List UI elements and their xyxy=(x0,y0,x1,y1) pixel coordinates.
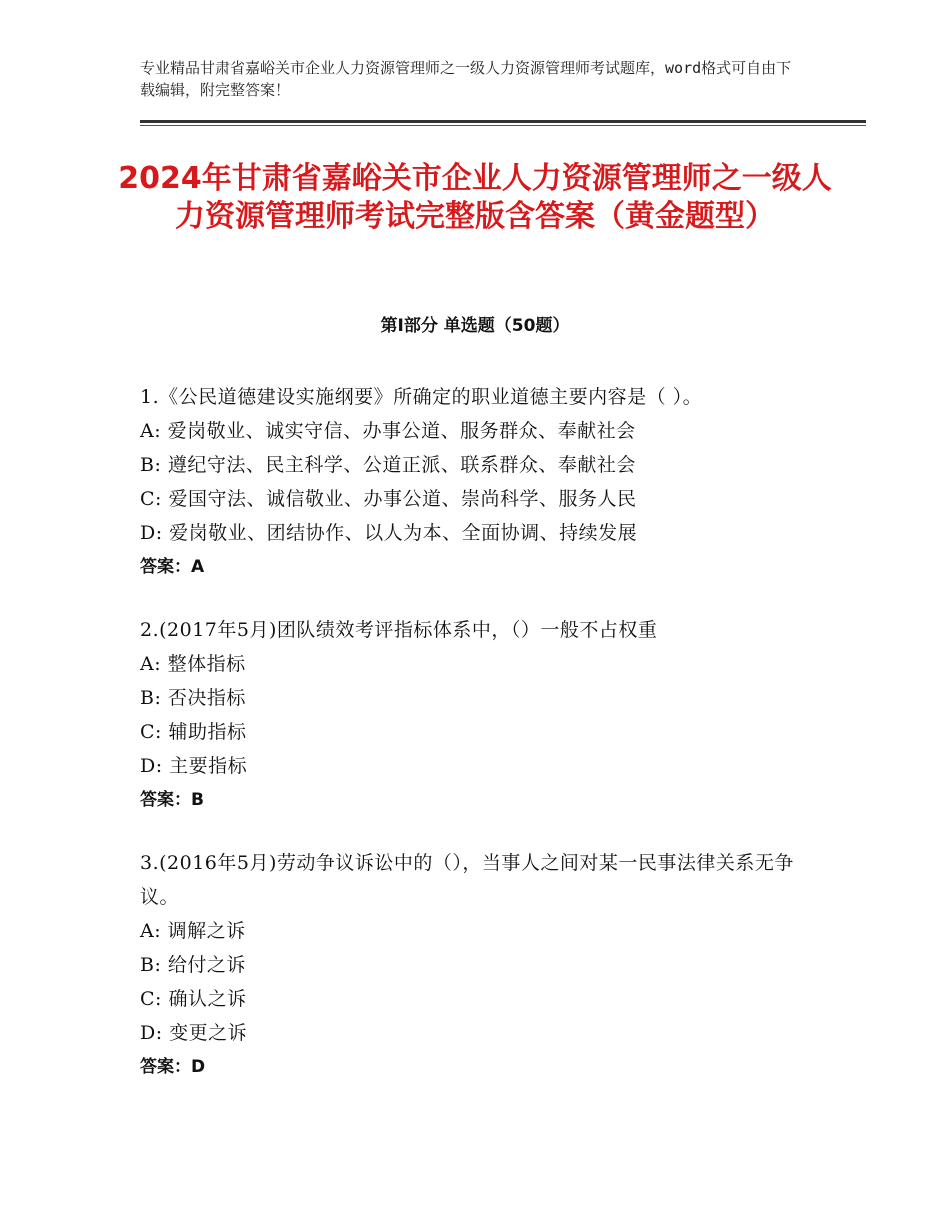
option-c: C: 确认之诉 xyxy=(140,988,247,1010)
answer: 答案：B xyxy=(140,790,204,810)
question-stem: 3.(2016年5月)劳动争议诉讼中的（），当事人之间对某一民事法律关系无争议。 xyxy=(140,852,794,908)
question-stem: 1.《公民道德建设实施纲要》所确定的职业道德主要内容是（ ）。 xyxy=(140,386,703,408)
question-1 xyxy=(140,380,820,584)
option-a: A: 整体指标 xyxy=(140,653,246,675)
question-list xyxy=(140,380,820,1113)
document-title: 2024年甘肃省嘉峪关市企业人力资源管理师之一级人力资源管理师考试完整版含答案（黄金题型） xyxy=(118,161,832,234)
answer: 答案：D xyxy=(140,1057,206,1077)
question-3 xyxy=(140,846,820,1084)
header-rule-thin xyxy=(140,125,866,126)
question-2 xyxy=(140,613,820,817)
header-note: 专业精品甘肃省嘉峪关市企业人力资源管理师之一级人力资源管理师考试题库，word格式可自由下载编辑，附完整答案！ xyxy=(140,59,792,99)
option-a: A: 爱岗敬业、诚实守信、办事公道、服务群众、奉献社会 xyxy=(140,420,636,442)
option-b: B: 给付之诉 xyxy=(140,954,246,976)
option-a: A: 调解之诉 xyxy=(140,920,246,942)
option-d: D: 主要指标 xyxy=(140,755,248,777)
option-d: D: 爱岗敬业、团结协作、以人为本、全面协调、持续发展 xyxy=(140,522,638,544)
option-d: D: 变更之诉 xyxy=(140,1022,248,1044)
section-title: 第Ⅰ部分 单选题（50题） xyxy=(380,316,570,336)
option-c: C: 辅助指标 xyxy=(140,721,247,743)
option-c: C: 爱国守法、诚信敬业、办事公道、崇尚科学、服务人民 xyxy=(140,488,637,510)
answer: 答案：A xyxy=(140,557,205,577)
question-stem: 2.(2017年5月)团队绩效考评指标体系中，（）一般不占权重 xyxy=(140,619,658,641)
header-rule-thick xyxy=(140,120,866,123)
option-b: B: 否决指标 xyxy=(140,687,246,709)
option-b: B: 遵纪守法、民主科学、公道正派、联系群众、奉献社会 xyxy=(140,454,636,476)
